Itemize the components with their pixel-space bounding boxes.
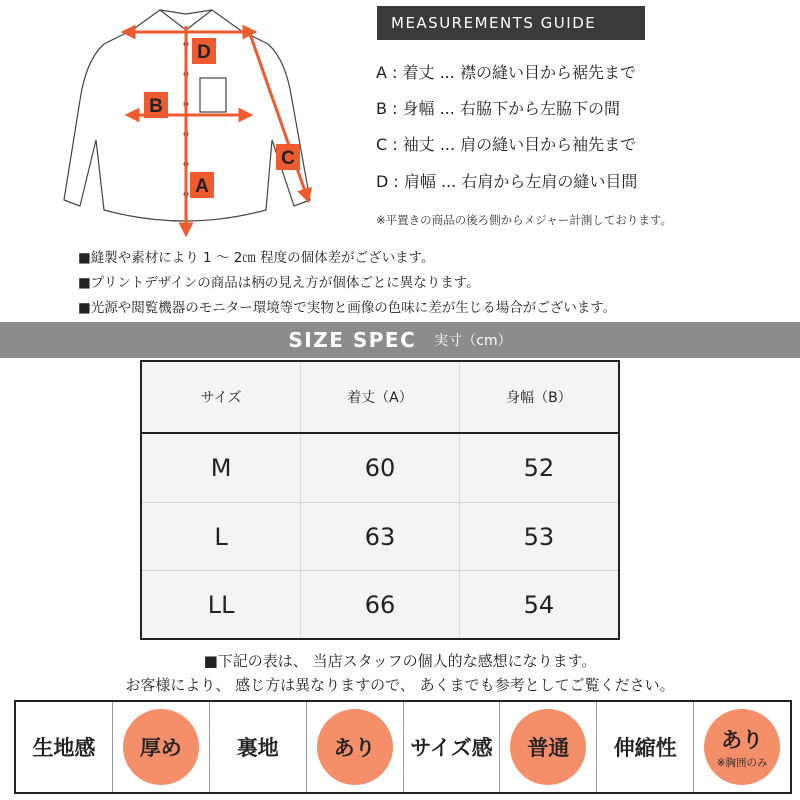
feel-label-cell	[16, 702, 113, 792]
note-line-3: ■光源や閲覧機器のモニター環境等で実物と画像の色味に差が生じる場合がございます。	[78, 300, 617, 316]
label-c: C	[281, 148, 295, 169]
feel-label-fabric: 生地感	[32, 736, 96, 760]
cell-length: 66	[301, 571, 460, 638]
feel-value-cell	[694, 702, 790, 792]
measurement-arrows	[124, 26, 310, 234]
label-d: D	[197, 42, 211, 63]
table-row	[142, 502, 618, 570]
feel-value-stretch: あり	[721, 728, 764, 752]
label-b: B	[149, 96, 163, 117]
guide-note: ※平置きの商品の後ろ側からメジャー計測しております。	[376, 213, 672, 227]
feel-sub-stretch: ※胸囲のみ	[716, 757, 768, 769]
staff-note-line-1: ■下記の表は、 当店スタッフの個人的な感想になります。	[203, 652, 597, 670]
table-row	[142, 571, 618, 638]
feel-value-badge	[704, 709, 780, 785]
feel-value-fabric: 厚め	[139, 736, 182, 760]
cell-length: 63	[301, 502, 460, 570]
feel-label-cell	[210, 702, 307, 792]
cell-size: L	[142, 502, 301, 570]
measurements-guide-title: MEASUREMENTS GUIDE	[377, 6, 645, 40]
feel-value-cell	[113, 702, 210, 792]
size-spec-title: SIZE SPEC	[288, 328, 417, 352]
staff-note-line-2: お客様により、 感じ方は異なりますので、 あくまでも参考としてご覧ください。	[125, 676, 675, 694]
cell-size: LL	[142, 571, 301, 638]
header-width: 身幅（B）	[459, 362, 618, 433]
cell-width: 54	[459, 571, 618, 638]
measurement-labels	[144, 38, 300, 198]
label-a: A	[195, 176, 209, 197]
note-line-2: ■プリントデザインの商品は柄の見え方が個体ごとに異なります。	[78, 275, 480, 291]
size-spec-bar	[0, 322, 800, 358]
note-line-1: ■縫製や素材により 1 〜 2㎝ 程度の個体差がございます。	[78, 250, 435, 266]
size-spec-unit: 実寸（cm）	[434, 333, 512, 349]
size-table-header	[142, 362, 618, 433]
feel-label-stretch: 伸縮性	[613, 736, 677, 760]
feel-value-fit: 普通	[527, 736, 570, 760]
header-size: サイズ	[142, 362, 301, 433]
cell-width: 52	[459, 433, 618, 502]
feel-value-badge	[317, 709, 393, 785]
table-row	[142, 433, 618, 502]
feel-label-cell	[404, 702, 501, 792]
cell-length: 60	[301, 433, 460, 502]
guide-item-b: B : 身幅 ... 右脇下から左脇下の間	[376, 99, 620, 118]
feel-value-cell	[500, 702, 597, 792]
shirt-measurement-diagram	[40, 0, 340, 240]
feel-table	[14, 700, 792, 794]
guide-item-a: A : 着丈 ... 襟の縫い目から裾先まで	[376, 63, 636, 82]
feel-value-lining: あり	[333, 736, 376, 760]
feel-label-fit: サイズ感	[410, 736, 493, 760]
guide-item-d: D : 肩幅 ... 右肩から左肩の縫い目間	[376, 172, 638, 191]
feel-value-badge	[123, 709, 199, 785]
feel-value-cell	[307, 702, 404, 792]
feel-label-cell	[597, 702, 694, 792]
cell-size: M	[142, 433, 301, 502]
cell-width: 53	[459, 502, 618, 570]
size-table	[140, 360, 620, 640]
feel-value-badge	[510, 709, 586, 785]
guide-item-c: C : 袖丈 ... 肩の縫い目から袖先まで	[376, 135, 637, 154]
header-length: 着丈（A）	[301, 362, 460, 433]
feel-label-lining: 裏地	[236, 736, 279, 760]
